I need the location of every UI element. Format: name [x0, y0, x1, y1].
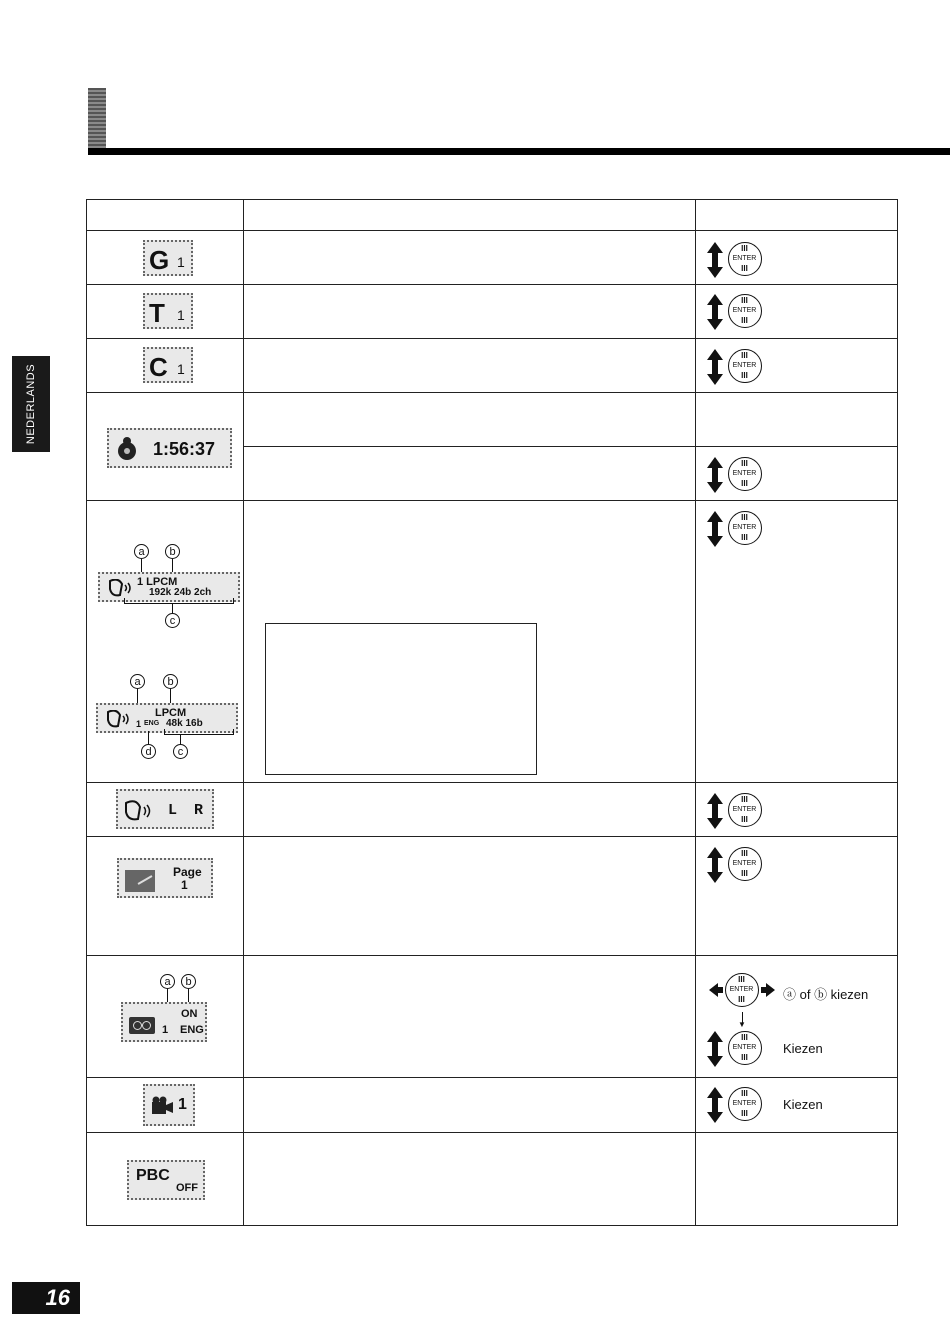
angle-value: 1 [178, 1096, 187, 1113]
enter-updown-control[interactable] [706, 791, 776, 831]
enter-dial-icon: III ENTER III [725, 973, 759, 1007]
table-border-left [86, 199, 87, 1226]
language-side-tab [12, 356, 50, 452]
up-down-arrow-icon [706, 1031, 724, 1067]
title-display [143, 293, 193, 329]
angle-display [143, 1084, 195, 1126]
up-down-arrow-icon [706, 1087, 724, 1123]
table-row-line [86, 338, 898, 339]
callout-a-letter: a [130, 674, 145, 689]
callout-bracket [124, 598, 234, 604]
enter-updown-control[interactable] [706, 347, 776, 387]
enter-dial-icon: III ENTER III [728, 242, 762, 276]
subtitle-display [121, 1002, 207, 1042]
group-icon: G [149, 245, 170, 275]
speaker-icon [124, 800, 154, 822]
callout-c-letter: c [173, 744, 188, 759]
page-value: 1 [181, 878, 188, 892]
speaker-icon [106, 710, 132, 728]
enter-leftright-control[interactable] [709, 971, 781, 1011]
language-label: NEDERLANDS [25, 363, 37, 445]
up-down-arrow-icon [706, 457, 724, 493]
enter-dial-icon: III ENTER III [728, 349, 762, 383]
select-ab-text: ⓐ of ⓑ kiezen [783, 987, 869, 1002]
enter-updown-control[interactable] [706, 845, 776, 885]
callout-b-letter: b [181, 974, 196, 989]
table-divider-1 [243, 199, 244, 1226]
table-row-line [86, 1132, 898, 1133]
audio-notes-box [265, 623, 537, 775]
enter-dial-icon: III ENTER III [728, 511, 762, 545]
callout-line [172, 604, 173, 613]
callout-a-letter: a [160, 974, 175, 989]
up-down-arrow-icon [706, 294, 724, 330]
up-down-arrow-icon [706, 511, 724, 547]
audio-a-line2: 192k 24b 2ch [149, 587, 212, 598]
enter-dial-icon: III ENTER III [728, 847, 762, 881]
table-row-line [86, 284, 898, 285]
group-number: 1 [177, 254, 185, 270]
callout-line [148, 731, 149, 744]
table-divider-2 [695, 199, 696, 1226]
page-label: Page [173, 865, 202, 879]
audio-b-lang: ENG [144, 720, 160, 727]
enter-dial-icon: III ENTER III [728, 1031, 762, 1065]
table-row-line [86, 500, 898, 501]
up-down-arrow-icon [706, 242, 724, 278]
select-text: Kiezen [783, 1097, 823, 1112]
title-number: 1 [177, 307, 185, 323]
enter-updown-control[interactable] [706, 1085, 776, 1125]
pbc-state: OFF [176, 1182, 198, 1194]
time-display [107, 428, 232, 468]
select-text: Kiezen [783, 1041, 823, 1056]
audio-b-num: 1 [136, 719, 142, 729]
audio-a-line1: 1 LPCM [137, 576, 178, 588]
table-bottom [86, 1225, 898, 1226]
chapter-display [143, 347, 193, 383]
callout-bracket [164, 729, 234, 735]
callout-b-letter: b [163, 674, 178, 689]
enter-dial-icon: III ENTER III [728, 793, 762, 827]
subtitle-icon [129, 1017, 155, 1034]
left-arrow-icon [709, 983, 723, 997]
subtitle-state: ON [181, 1008, 198, 1020]
speaker-icon [108, 579, 134, 597]
table-row-line [86, 1077, 898, 1078]
right-arrow-icon [761, 983, 775, 997]
flow-arrow-icon: ▼ [738, 1020, 746, 1029]
enter-updown-control[interactable] [706, 1029, 776, 1069]
callout-c-letter: c [165, 613, 180, 628]
header-marker [88, 88, 106, 150]
page-display [117, 858, 213, 898]
callout-line [180, 735, 181, 744]
table-row-line [243, 446, 898, 447]
time-value: 1:56:37 [153, 439, 216, 459]
enter-updown-control[interactable] [706, 455, 776, 495]
group-display [143, 240, 193, 276]
enter-dial-icon: III ENTER III [728, 457, 762, 491]
chapter-number: 1 [177, 361, 185, 377]
channel-value: L R [168, 802, 208, 819]
table-row-line [86, 836, 898, 837]
up-down-arrow-icon [706, 847, 724, 883]
enter-dial-icon: III ENTER III [728, 1087, 762, 1121]
callout-a-letter: a [134, 544, 149, 559]
subtitle-lang: ENG [180, 1024, 204, 1036]
chapter-icon: C [149, 352, 168, 382]
channel-display [116, 789, 214, 829]
title-icon: T [149, 298, 165, 328]
up-down-arrow-icon [706, 349, 724, 385]
enter-dial-icon: III ENTER III [728, 294, 762, 328]
callout-b-letter: b [165, 544, 180, 559]
header-rule [88, 148, 950, 155]
callout-d-letter: d [141, 744, 156, 759]
pbc-display [127, 1160, 205, 1200]
table-top [86, 199, 898, 200]
audio-b-line2: 48k 16b [166, 718, 203, 729]
disc-timer-icon [115, 436, 139, 462]
camera-icon [150, 1096, 174, 1116]
enter-updown-control[interactable] [706, 240, 776, 280]
audio-b-line1: LPCM [155, 707, 187, 719]
page-number: 16 [12, 1282, 80, 1314]
table-row-line [86, 955, 898, 956]
enter-updown-control[interactable] [706, 292, 776, 332]
table-row-line [86, 230, 898, 231]
table-border-right [897, 199, 898, 1226]
page-icon [125, 870, 155, 892]
enter-updown-control[interactable] [706, 509, 776, 549]
table-row-line [86, 782, 898, 783]
up-down-arrow-icon [706, 793, 724, 829]
pbc-label: PBC [136, 1167, 170, 1184]
subtitle-num: 1 [162, 1024, 169, 1036]
table-row-line [86, 392, 898, 393]
